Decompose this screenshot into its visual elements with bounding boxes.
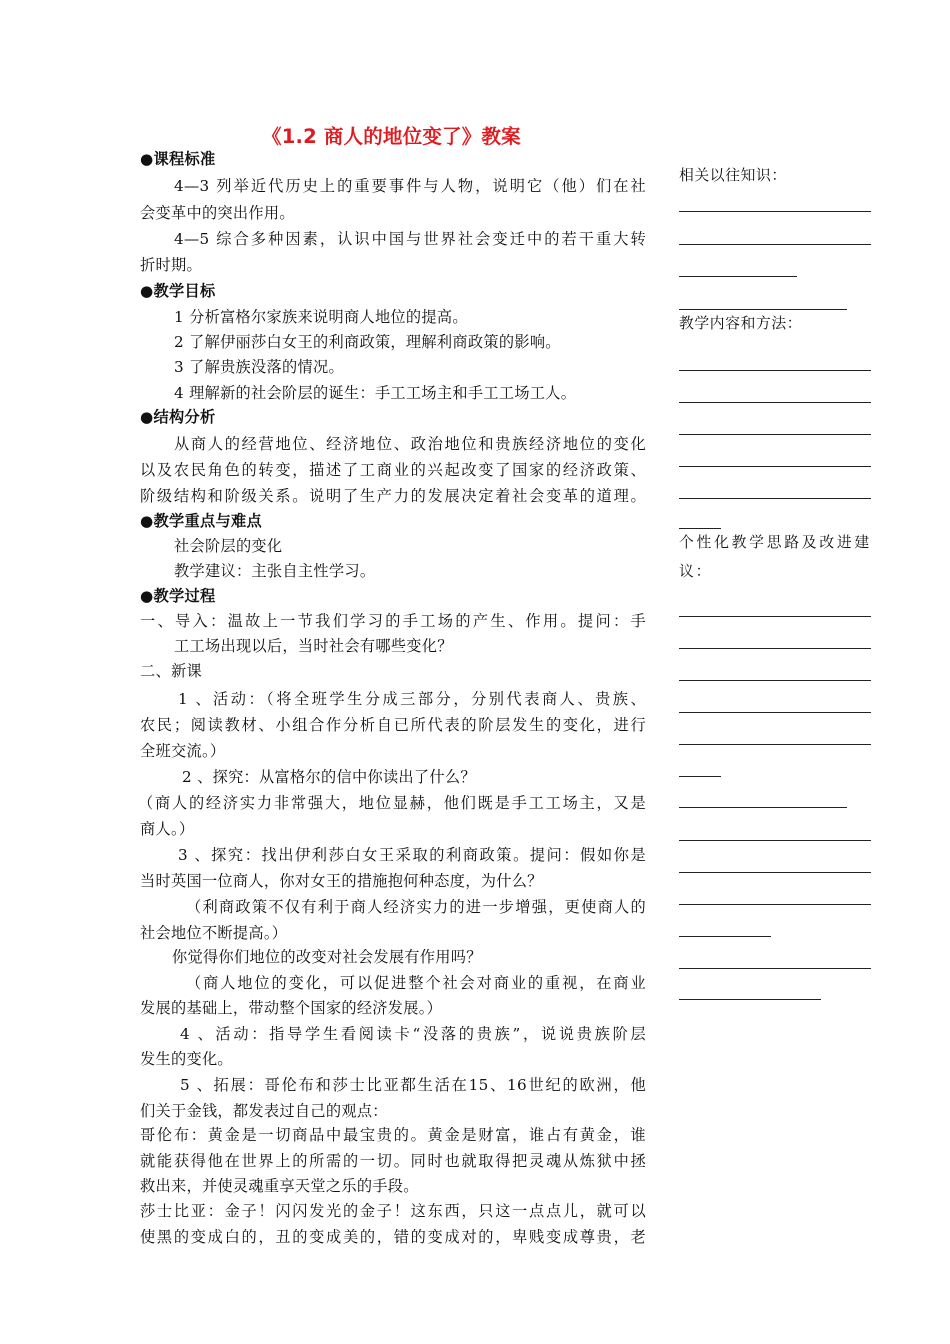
blank-line[interactable] (679, 434, 871, 435)
blank-line[interactable] (679, 872, 871, 873)
notes-label-personalized-cont: 议： (679, 563, 713, 580)
paragraph-line: 4—5 综合多种因素，认识中国与世界社会变迁中的若干重大转 (174, 230, 646, 248)
paragraph-line: 农民；阅读教材、小组合作分析自已所代表的阶层发生的变化，进行 (140, 716, 646, 734)
paragraph-line: 2 、探究：从富格尔的信中你读出了什么？ (182, 768, 476, 786)
paragraph-line: 使黑的变成白的，丑的变成美的，错的变成对的，卑贱变成尊贵，老 (140, 1228, 646, 1246)
paragraph-line: 救出来，并使灵魂重享天堂之乐的手段。 (140, 1177, 419, 1195)
paragraph-line: 1 、活动：（将全班学生分成三部分，分别代表商人、贵族、 (178, 690, 646, 708)
blank-line[interactable] (679, 680, 871, 681)
section-heading-structure: ●结构分析 (140, 408, 216, 426)
paragraph-line: 会变革中的突出作用。 (140, 204, 295, 222)
paragraph-line: 以及农民角色的转变，描述了工商业的兴起改变了国家的经济政策、 (140, 461, 646, 479)
paragraph-line: 发生的变化。 (140, 1050, 233, 1068)
paragraph-line: 5 、拓展：哥伦布和莎士比亚都生活在15、16世纪的欧洲，他 (180, 1076, 646, 1094)
blank-line[interactable] (679, 244, 871, 245)
section-heading-process: ●教学过程 (140, 587, 216, 605)
paragraph-line: 3 、探究：找出伊利莎白女王采取的利商政策。提问：假如你是 (178, 846, 646, 864)
blank-line[interactable] (679, 309, 847, 310)
paragraph-line: 工工场出现以后，当时社会有哪些变化？ (174, 637, 453, 655)
paragraph-line: 4 、活动：指导学生看阅读卡“没落的贵族”，说说贵族阶层 (180, 1025, 646, 1043)
blank-line[interactable] (679, 402, 871, 403)
paragraph-line: 二、新课 (140, 662, 202, 680)
blank-line[interactable] (679, 936, 771, 937)
paragraph-line: 商人。） (140, 820, 195, 838)
section-heading-curriculum: ●课程标准 (140, 150, 216, 168)
blank-line[interactable] (679, 968, 871, 969)
notes-label-prior-knowledge: 相关以往知识： (679, 167, 787, 184)
list-item: 2 了解伊丽莎白女王的利商政策，理解利商政策的影响。 (174, 333, 561, 351)
blank-line[interactable] (679, 498, 871, 499)
list-item: 3 了解贵族没落的情况。 (174, 358, 344, 376)
paragraph-line: 全班交流。） (140, 742, 226, 760)
paragraph-line: （商人地位的变化，可以促进整个社会对商业的重视，在商业 (186, 974, 646, 992)
paragraph-line: 从商人的经营地位、经济地位、政治地位和贵族经济地位的变化 (174, 435, 646, 453)
paragraph-line: 们关于金钱，都发表过自己的观点： (140, 1102, 388, 1120)
paragraph-line: 哥伦布：黄金是一切商品中最宝贵的。黄金是财富，谁占有黄金，谁 (140, 1126, 646, 1144)
blank-line[interactable] (679, 840, 871, 841)
document-title: 《1.2 商人的地位变了》教案 (262, 125, 521, 148)
paragraph-line: 当时英国一位商人，你对女王的措施抱何种态度，为什么？ (140, 872, 543, 890)
blank-line[interactable] (679, 999, 821, 1000)
paragraph-line: 发展的基础上，带动整个国家的经济发展。） (140, 999, 443, 1017)
blank-line[interactable] (679, 648, 871, 649)
blank-line[interactable] (679, 276, 797, 277)
paragraph-line: （商人的经济实力非常强大，地位显赫，他们既是手工工场主，又是 (138, 794, 646, 812)
paragraph-line: 阶级结构和阶级关系。说明了生产力的发展决定着社会变革的道理。 (140, 487, 646, 505)
paragraph-line: 折时期。 (140, 256, 202, 274)
section-heading-goals: ●教学目标 (140, 282, 216, 300)
blank-line[interactable] (679, 528, 721, 529)
blank-line[interactable] (679, 904, 871, 905)
paragraph-line: 社会地位不断提高。） (140, 924, 288, 942)
paragraph-line: 你觉得你们地位的改变对社会发展有作用吗？ (172, 948, 482, 966)
paragraph-line: 社会阶层的变化 (174, 537, 283, 555)
blank-line[interactable] (679, 807, 847, 808)
paragraph-line: 就能获得他在世界上的所需的一切。同时也就取得把灵魂从炼狱中拯 (140, 1152, 646, 1170)
blank-line[interactable] (679, 211, 871, 212)
notes-label-content-methods: 教学内容和方法： (679, 315, 803, 332)
paragraph-line: （利商政策不仅有利于商人经济实力的进一步增强，更使商人的 (186, 898, 646, 916)
list-item: 4 理解新的社会阶层的诞生：手工工场主和手工工场工人。 (174, 384, 577, 402)
paragraph-line: 莎士比亚：金子！闪闪发光的金子！这东西，只这一点点儿，就可以 (140, 1202, 646, 1220)
blank-line[interactable] (679, 744, 871, 745)
blank-line[interactable] (679, 616, 871, 617)
paragraph-line: 教学建议：主张自主性学习。 (174, 562, 376, 580)
section-heading-key-points: ●教学重点与难点 (140, 512, 262, 530)
blank-line[interactable] (679, 370, 871, 371)
paragraph-line: 一、导入：温故上一节我们学习的手工场的产生、作用。提问：手 (140, 612, 646, 630)
blank-line[interactable] (679, 776, 721, 777)
blank-line[interactable] (679, 712, 871, 713)
notes-label-personalized: 个性化教学思路及改进建 (679, 534, 871, 551)
list-item: 1 分析富格尔家族来说明商人地位的提高。 (174, 308, 468, 326)
paragraph-line: 4—3 列举近代历史上的重要事件与人物，说明它（他）们在社 (174, 177, 646, 195)
blank-line[interactable] (679, 466, 871, 467)
